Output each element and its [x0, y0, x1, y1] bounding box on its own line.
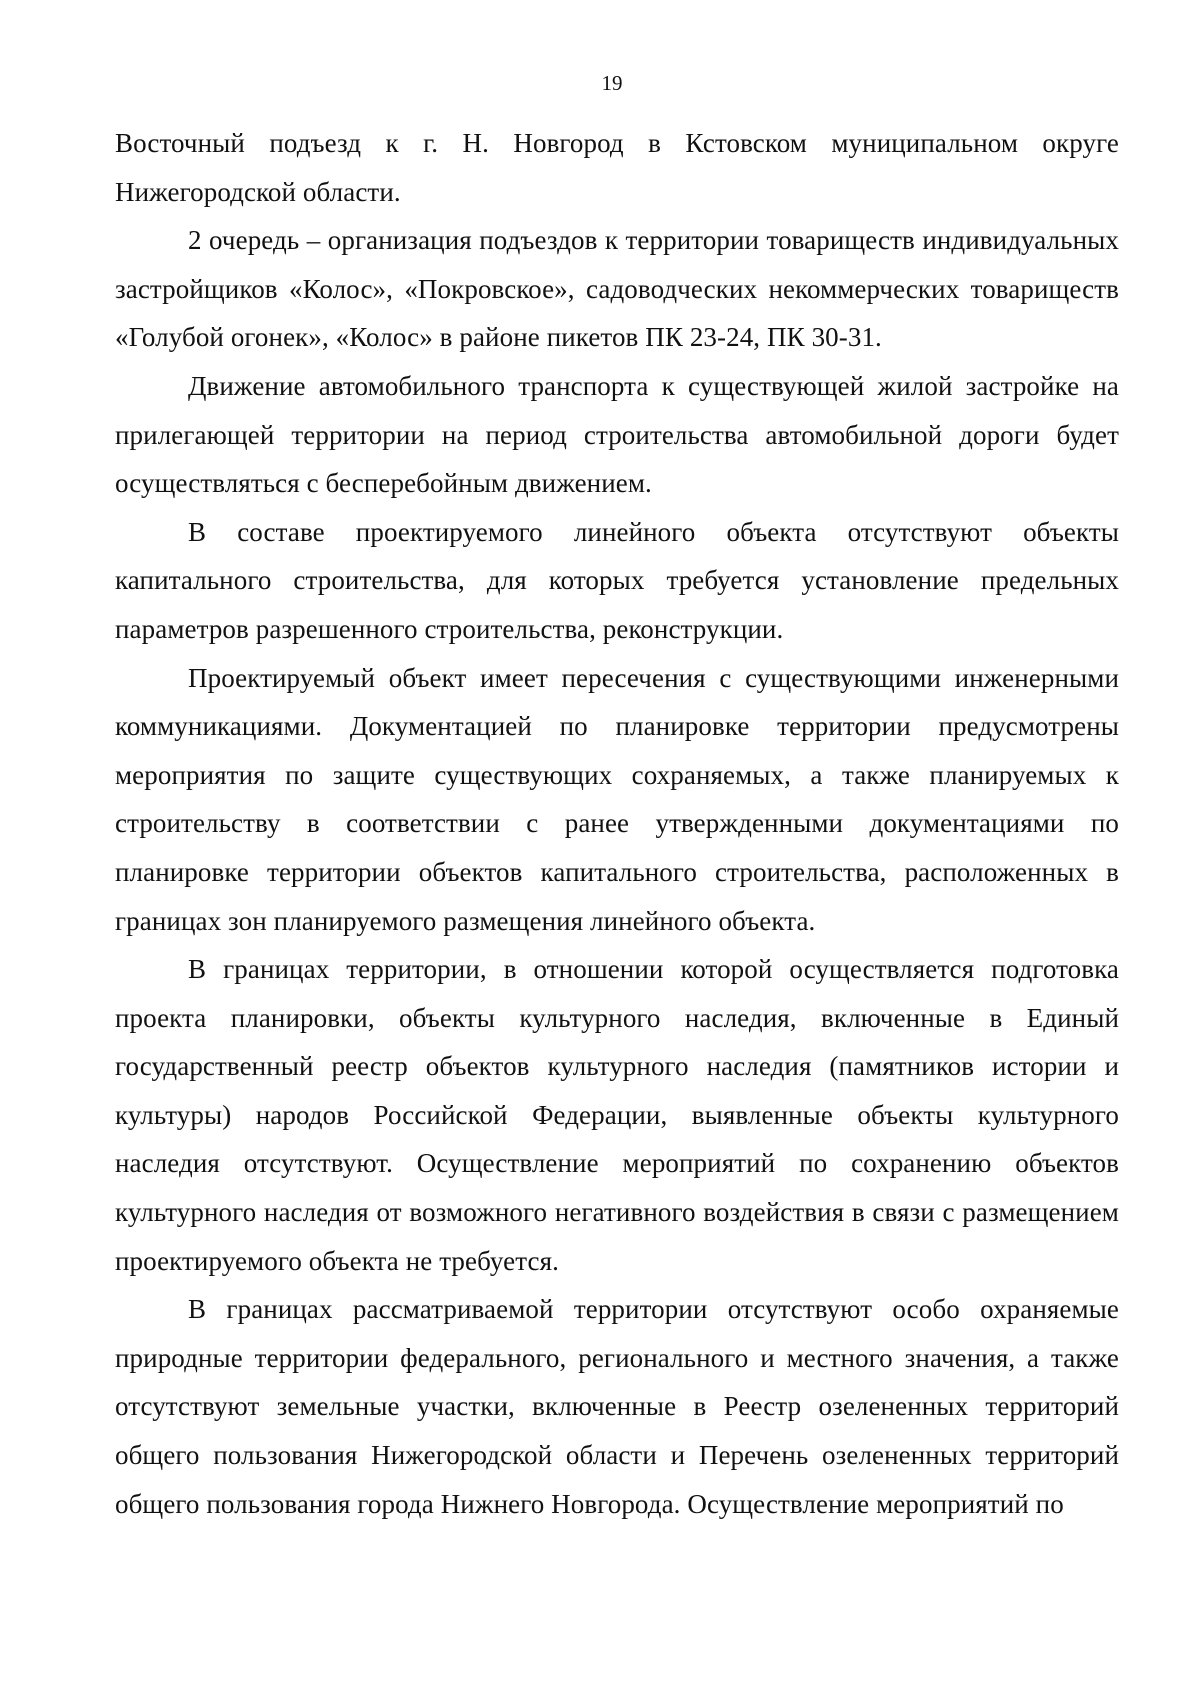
paragraph-cultural-heritage: В границах территории, в отношении которой осуществляется подготовка проекта планировки, объекты культурного наследия, включенные в Единый государственный реестр объектов культурного наследия (памятников истории и культуры) народов Российской Федерации, выявленные объекты культурного наследия отсутствуют. Осуществление мероприятий по сохранению объектов культурного наследия от возможного негативного воздействия в связи с размещением проектируемого объекта не требуется. [115, 954, 1119, 1276]
paragraph-continuation: Восточный подъезд к г. Н. Новгород в Кстовском муниципальном округе Нижегородской области. [115, 128, 1119, 207]
paragraph-traffic-during-construction: Движение автомобильного транспорта к существующей жилой застройке на прилегающей территории на период строительства автомобильной дороги будет осуществляться с бесперебойным движением. [115, 370, 1119, 499]
paragraph-construction-stage-2: 2 очередь – организация подъездов к территории товариществ индивидуальных застройщиков «Колос», «Покровское», садоводческих некоммерческих товариществ «Голубой огонек», «Колос» в районе пикетов ПК 23-24, ПК 30-31. [115, 225, 1119, 353]
paragraph-protected-natural-areas: В границах рассматриваемой территории отсутствуют особо охраняемые природные территории федерального, регионального и местного значения, а также отсутствуют земельные участки, включенные в Реестр озелененных территорий общего пользования Нижегородской области и Перечень озелененных территорий общего пользования города Нижнего Новгорода. Осуществление мероприятий по [115, 1294, 1119, 1519]
paragraph-capital-construction-objects: В составе проектируемого линейного объекта отсутствуют объекты капитального строительства, для которых требуется установление предельных параметров разрешенного строительства, реконструкции. [115, 516, 1119, 644]
page-number: 19 [601, 71, 623, 95]
paragraph-engineering-utilities: Проектируемый объект имеет пересечения с существующими инженерными коммуникациями. Документацией по планировке территории предусмотрены мероприятия по защите существующих сохраняемых, а также планируемых к строительству в соответствии с ранее утвержденными документациями по планировке территории объектов капитального строительства, расположенных в границах зон планируемого размещения линейного объекта. [115, 662, 1119, 936]
body-text [115, 119, 1119, 1528]
